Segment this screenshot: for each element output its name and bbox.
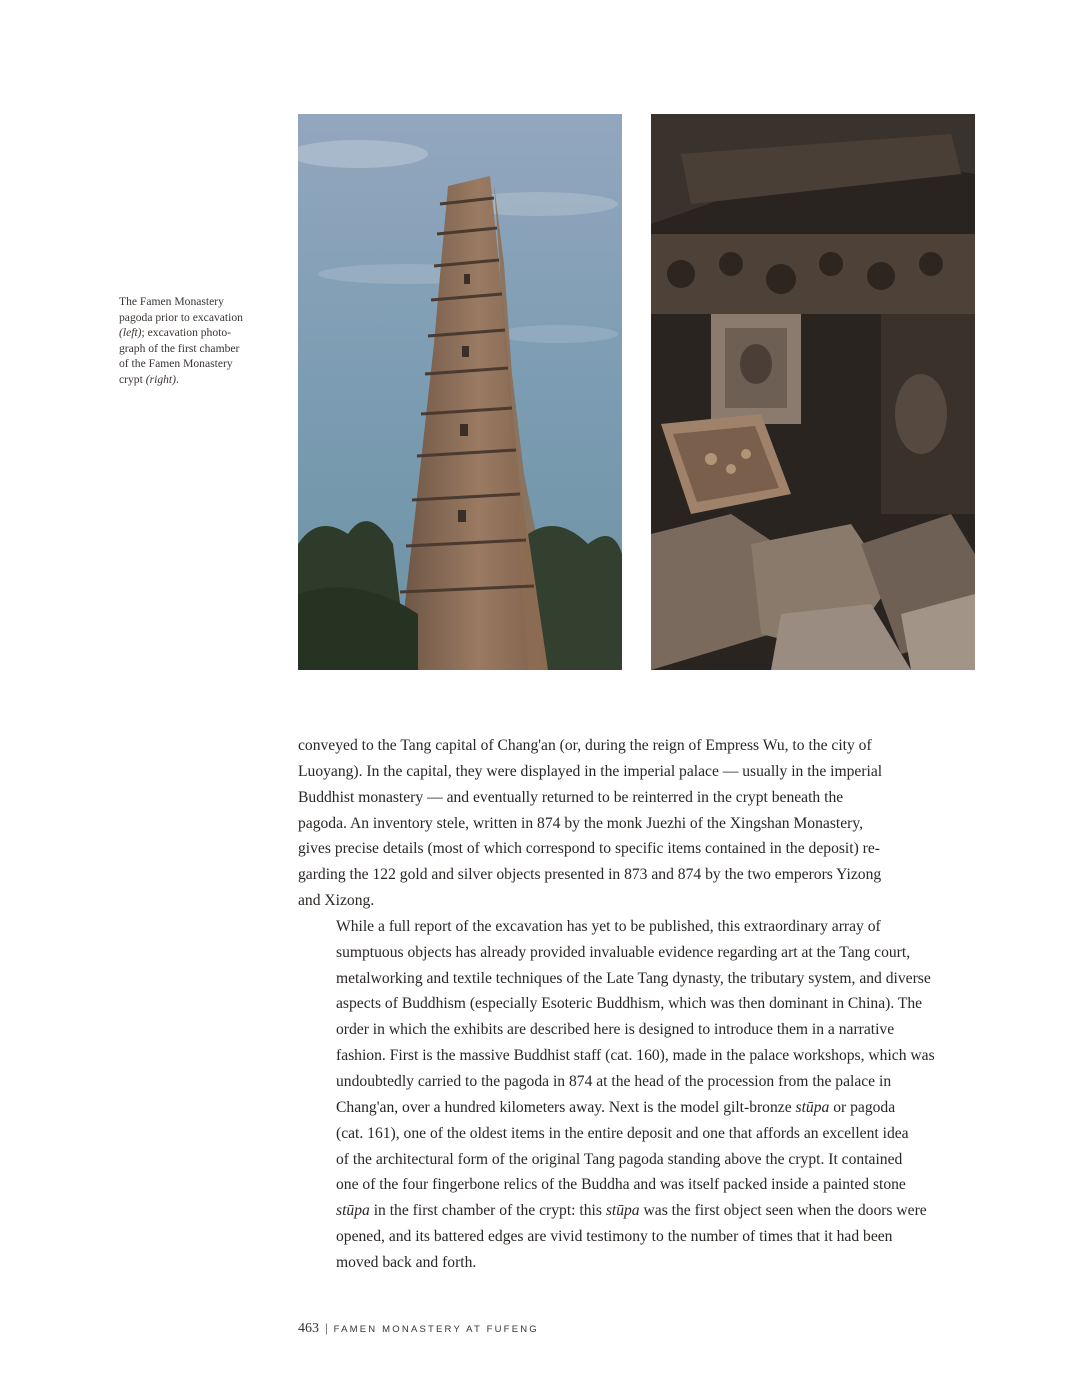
page-number: 463 [298, 1321, 319, 1336]
figure-caption [119, 294, 269, 388]
crypt-chamber-photo [651, 114, 975, 670]
caption-line: The Famen Monastery [119, 295, 224, 308]
text-line: sumptuous objects has already provided invaluable evidence regarding art at the Tang court, [336, 943, 911, 961]
page-footer [298, 1320, 539, 1337]
pagoda-photo [298, 114, 622, 670]
text-line: undoubtedly carried to the pagoda in 874 at the head of the procession from the palace in [336, 1072, 892, 1090]
text-line: of the architectural form of the original Tang pagoda standing above the crypt. It contained [336, 1150, 903, 1168]
caption-line: pagoda prior to excavation [119, 310, 243, 324]
text-line: conveyed to the Tang capital of Chang'an (or, during the reign of Empress Wu, to the city of [298, 737, 872, 754]
text-line: metalworking and textile techniques of the Late Tang dynasty, the tributary system, and diverse [336, 969, 931, 987]
text-line: While a full report of the excavation has yet to be published, this extraordinary array of [336, 917, 881, 935]
text-line: moved back and forth. [336, 1253, 477, 1271]
text-line: Luoyang). In the capital, they were displayed in the imperial palace — usually in the imperial [298, 762, 883, 780]
text-line: and Xizong. [298, 892, 375, 910]
text-line: Buddhist monastery — and eventually returned to be reinterred in the crypt beneath the [298, 788, 844, 806]
paragraph-1 [298, 733, 970, 914]
caption-line: crypt (right). [119, 372, 179, 386]
caption-line: (left); excavation photo- [119, 326, 232, 340]
text-line: order in which the exhibits are described here is designed to introduce them in a narrative [336, 1021, 895, 1039]
caption-line: graph of the first chamber [119, 341, 240, 355]
caption-line: of the Famen Monastery [119, 357, 233, 371]
text-line: one of the four fingerbone relics of the Buddha and was itself packed inside a painted stone [336, 1176, 906, 1194]
paragraph-2 [298, 914, 970, 1276]
text-line: gives precise details (most of which correspond to specific items contained in the deposit) re- [298, 840, 880, 858]
text-line: pagoda. An inventory stele, written in 874 by the monk Juezhi of the Xingshan Monastery, [298, 814, 864, 832]
text-line: aspects of Buddhism (especially Esoteric Buddhism, which was then dominant in China). The [336, 995, 923, 1013]
text-line: stūpa in the first chamber of the crypt: this stūpa was the first object seen when the doors were [336, 1202, 927, 1220]
body-text [298, 733, 970, 1276]
text-line: garding the 122 gold and silver objects presented in 873 and 874 by the two emperors Yizong [298, 866, 882, 884]
text-line: (cat. 161), one of the oldest items in the entire deposit and one that affords an excellent idea [336, 1124, 909, 1142]
text-line: fashion. First is the massive Buddhist staff (cat. 160), made in the palace workshops, which was [336, 1047, 935, 1065]
text-line: Chang'an, over a hundred kilometers away. Next is the model gilt-bronze stūpa or pagoda [336, 1098, 896, 1116]
text-line: opened, and its battered edges are vivid testimony to the number of times that it had been [336, 1228, 893, 1246]
running-head: FAMEN MONASTERY AT FUFENG [333, 1324, 539, 1335]
footer-separator: | [325, 1320, 328, 1335]
